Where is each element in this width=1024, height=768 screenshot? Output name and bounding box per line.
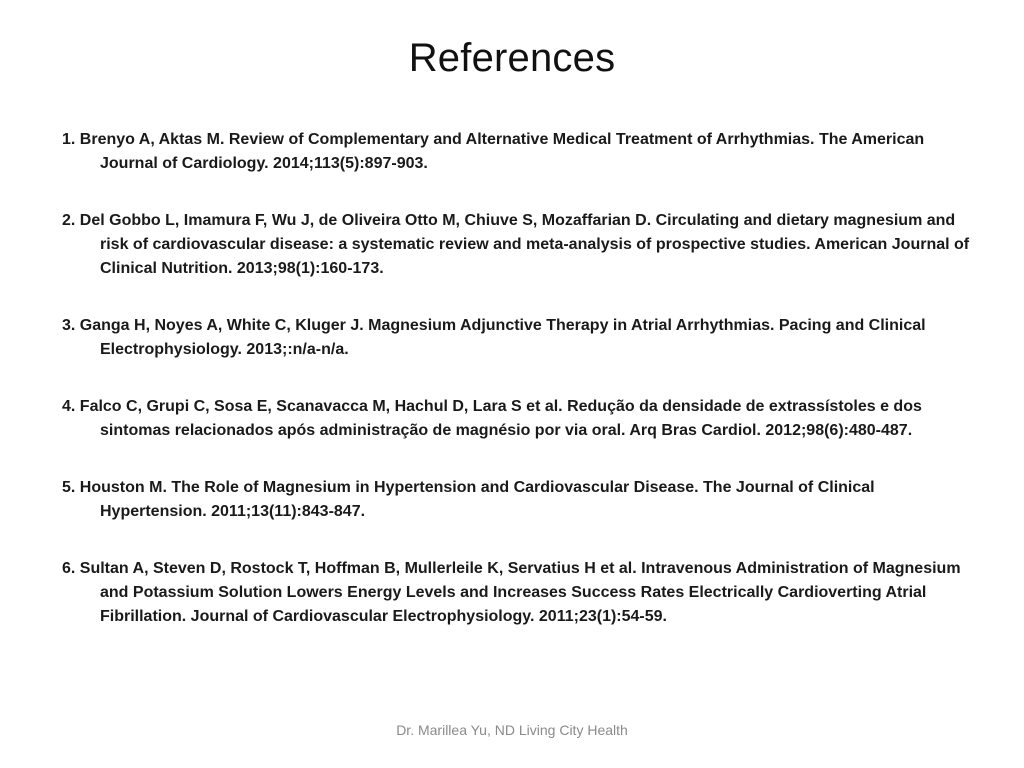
page-title: References <box>408 36 616 80</box>
reference-item-5: 5. Houston M. The Role of Magnesium in Hypertension and Cardiovascular Disease. The Journal of Clinical Hypertension. 2011;13(11):843-847. <box>62 479 875 520</box>
slide-footer: Dr. Marillea Yu, ND Living City Health <box>396 722 628 738</box>
reference-item-1: 1. Brenyo A, Aktas M. Review of Complementary and Alternative Medical Treatment of Arrhythmias. The American Journal of Cardiology. 2014;113(5):897-903. <box>62 131 925 172</box>
reference-list <box>62 128 970 662</box>
reference-item-6: 6. Sultan A, Steven D, Rostock T, Hoffman B, Mullerleile K, Servatius H et al. Intravenous Administration of Magnesium and Potassium Solution Lowers Energy Levels and Increases Success Rates Electrically Cardioverting Atrial Fibrillation. Journal of Cardiovascular Electrophysiology. 2011;23(1):54-59. <box>62 560 961 625</box>
reference-item-4: 4. Falco C, Grupi C, Sosa E, Scanavacca M, Hachul D, Lara S et al. Redução da densidade de extrassístoles e dos sintomas relacionados após administração de magnésio por via oral. Arq Bras Cardiol. 2012;98(6):480-487. <box>62 398 922 439</box>
reference-item-2: 2. Del Gobbo L, Imamura F, Wu J, de Oliveira Otto M, Chiuve S, Mozaffarian D. Circulating and dietary magnesium and risk of cardiovascular disease: a systematic review and meta-analysis of prospective studies. American Journal of Clinical Nutrition. 2013;98(1):160-173. <box>62 212 970 277</box>
reference-item-3: 3. Ganga H, Noyes A, White C, Kluger J. Magnesium Adjunctive Therapy in Atrial Arrhythmias. Pacing and Clinical Electrophysiology. 2013;:n/a-n/a. <box>62 317 926 358</box>
